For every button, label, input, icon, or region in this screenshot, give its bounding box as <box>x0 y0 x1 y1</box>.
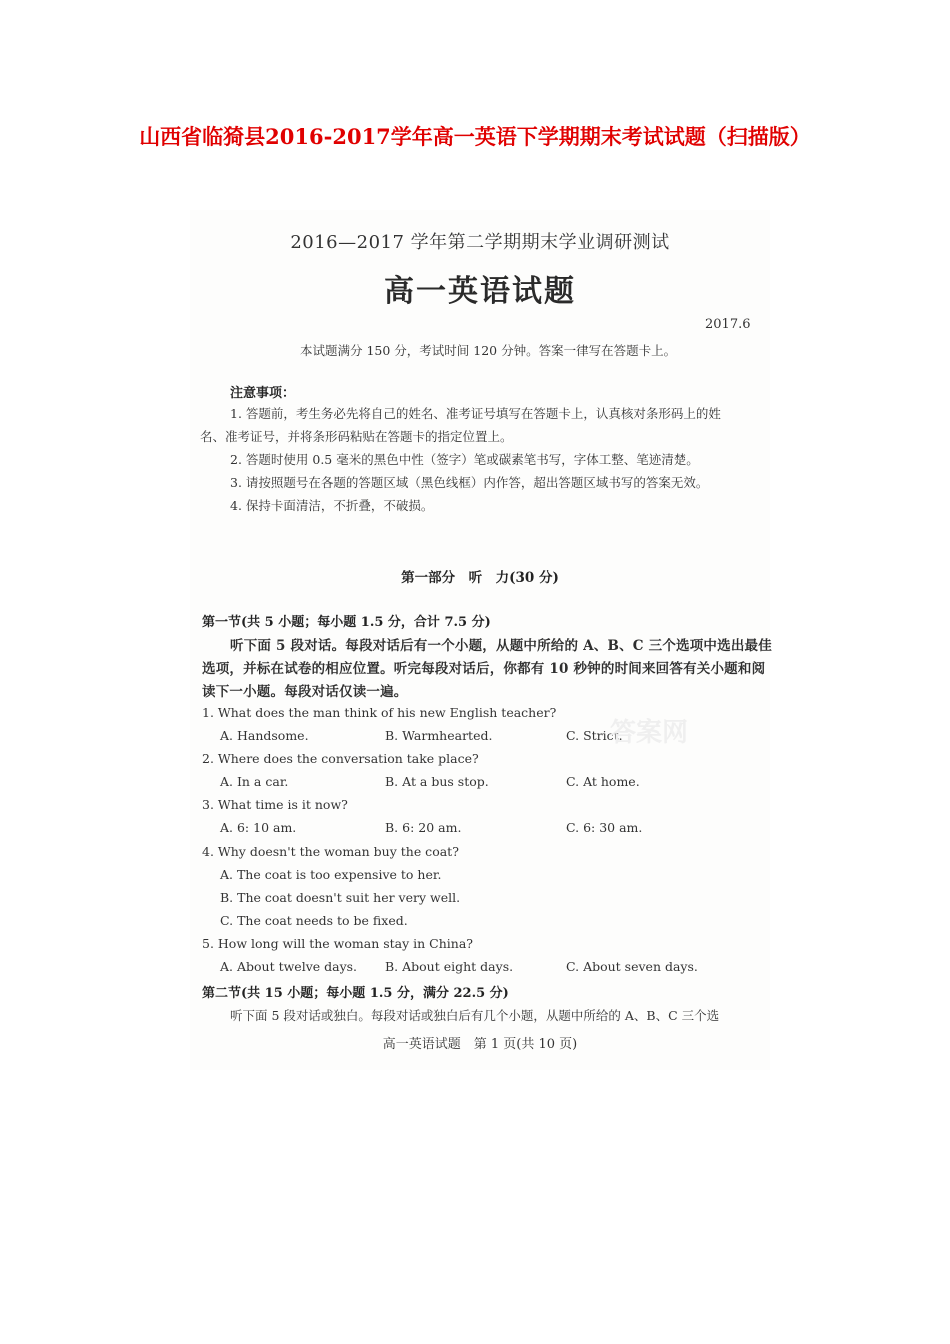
instruction-line: 读下一小题。每段对话仅读一遍。 <box>202 684 408 700</box>
notice-item: 名、准考证号，并将条形码粘贴在答题卡的指定位置上。 <box>200 429 513 444</box>
instruction-line: 听下面 5 段对话或独白。每段对话或独白后有几个小题，从题中所给的 A、B、C 三个选 <box>230 1008 720 1023</box>
question: 2. Where does the conversation take place? <box>202 751 479 766</box>
question: 5. How long will the woman stay in China? <box>202 936 473 951</box>
notice-item: 2. 答题时使用 0.5 毫米的黑色中性（签字）笔或碳素笔书写，字体工整、笔迹清楚。 <box>230 452 699 467</box>
exam-header: 2016—2017 学年第二学期期末学业调研测试 <box>290 232 670 253</box>
option-c: C. 6: 30 am. <box>566 820 643 835</box>
option-b: B. The coat doesn't suit her very well. <box>220 890 461 905</box>
option-b: B. 6: 20 am. <box>385 820 462 835</box>
option-c: C. The coat needs to be fixed. <box>220 913 408 928</box>
notice-item: 3. 请按照题号在各题的答题区域（黑色线框）内作答，超出答题区域书写的答案无效。 <box>230 475 709 490</box>
section-heading: 第一节(共 5 小题；每小题 1.5 分，合计 7.5 分) <box>202 615 491 630</box>
option-b: B. At a bus stop. <box>385 774 489 789</box>
notice-heading: 注意事项： <box>230 386 296 401</box>
exam-date: 2017.6 <box>705 317 751 332</box>
scanned-exam-page <box>190 210 770 1070</box>
exam-intro: 本试题满分 150 分，考试时间 120 分钟。答案一律写在答题卡上。 <box>300 343 677 358</box>
exam-title: 高一英语试题 <box>384 274 576 309</box>
question: 4. Why doesn't the woman buy the coat? <box>202 844 459 859</box>
option-a: A. 6: 10 am. <box>220 820 297 835</box>
option-c: C. At home. <box>566 774 640 789</box>
watermark-stamp: 答案网 <box>610 718 689 748</box>
option-b: B. Warmhearted. <box>385 728 493 743</box>
option-b: B. About eight days. <box>385 959 514 974</box>
instruction-line: 选项，并标在试卷的相应位置。听完每段对话后，你都有 10 秒钟的时间来回答有关小题和阅 <box>202 661 766 677</box>
option-c: C. About seven days. <box>566 959 698 974</box>
question: 3. What time is it now? <box>202 797 348 812</box>
option-a: A. Handsome. <box>220 728 309 743</box>
page-title: 山西省临猗县2016-2017学年高一英语下学期期末考试试题（扫描版） <box>139 124 811 149</box>
option-c: C. Strict. <box>566 728 623 743</box>
question: 1. What does the man think of his new English teacher? <box>202 705 557 720</box>
instruction-line: 听下面 5 段对话。每段对话后有一个小题，从题中所给的 A、B、C 三个选项中选出最佳 <box>230 638 772 654</box>
option-a: A. About twelve days. <box>220 959 358 974</box>
notice-item: 4. 保持卡面清洁，不折叠，不破损。 <box>230 498 434 513</box>
page-footer: 高一英语试题 第 1 页(共 10 页) <box>382 1037 578 1052</box>
notice-item: 1. 答题前，考生务必先将自己的姓名、准考证号填写在答题卡上，认真核对条形码上的姓 <box>230 406 721 421</box>
part-heading: 第一部分 听 力(30 分) <box>401 570 559 586</box>
option-a: A. In a car. <box>220 774 289 789</box>
section-heading: 第二节(共 15 小题；每小题 1.5 分，满分 22.5 分) <box>202 986 509 1001</box>
option-a: A. The coat is too expensive to her. <box>220 867 442 882</box>
